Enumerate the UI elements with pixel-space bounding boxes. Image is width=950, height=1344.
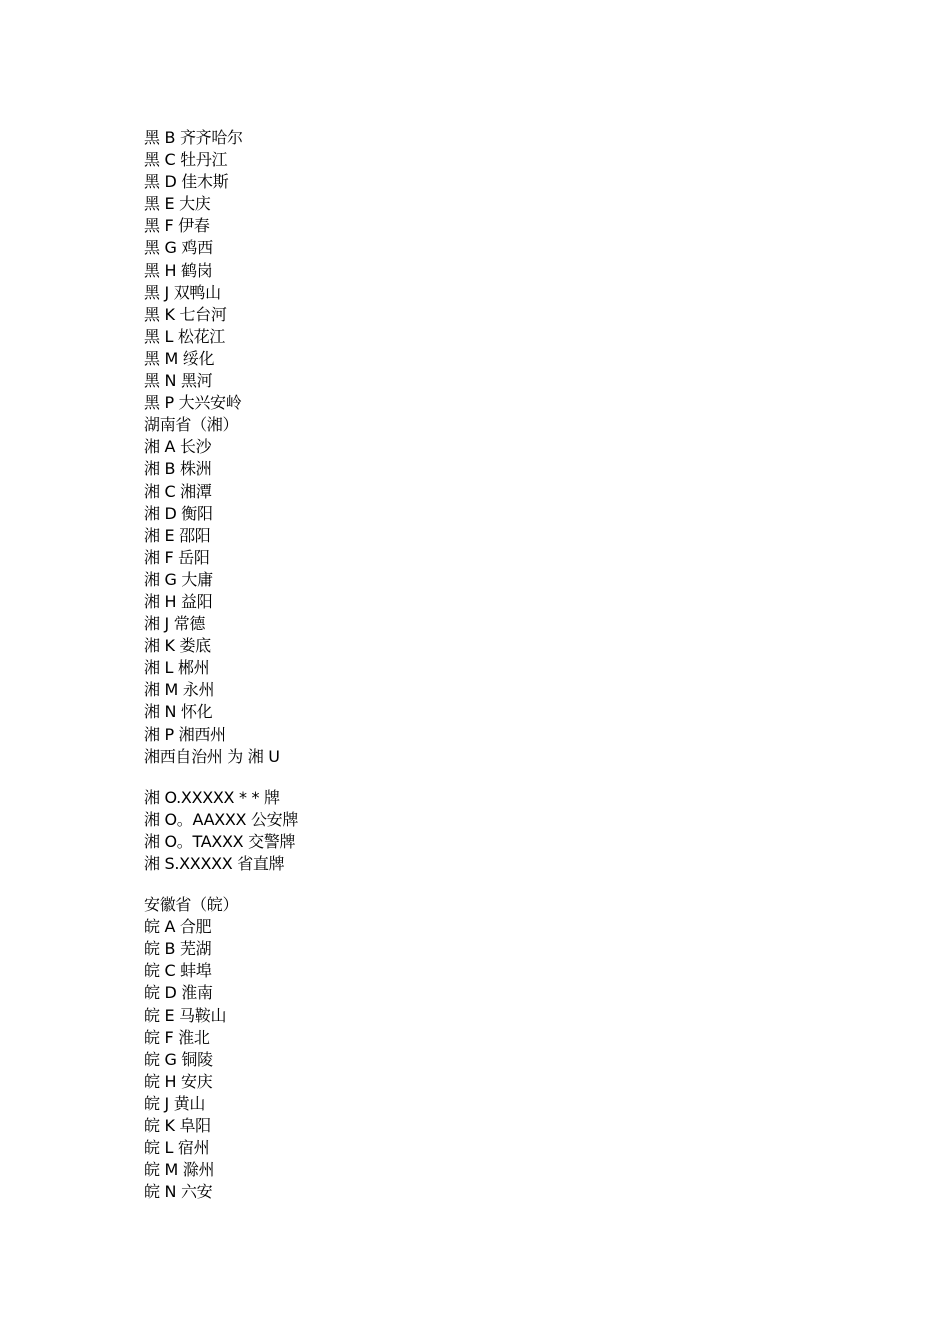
plate-line: 湘 N 怀化 bbox=[144, 702, 213, 722]
plate-line: 皖 E 马鞍山 bbox=[144, 1005, 227, 1025]
plate-line: 湘 D 衡阳 bbox=[144, 503, 213, 523]
plate-line: 皖 G 铜陵 bbox=[144, 1049, 213, 1069]
plate-line: 黑 L 松花江 bbox=[144, 326, 225, 346]
plate-line: 湘 E 邵阳 bbox=[144, 525, 211, 545]
plate-line: 皖 H 安庆 bbox=[144, 1071, 213, 1091]
special-plate-line: 湘 O。AAXXX 公安牌 bbox=[144, 809, 299, 829]
plate-line: 皖 K 阜阳 bbox=[144, 1116, 211, 1136]
plate-line: 皖 N 六安 bbox=[144, 1182, 213, 1202]
plate-line: 湘 C 湘潭 bbox=[144, 481, 212, 501]
plate-line: 皖 F 淮北 bbox=[144, 1027, 210, 1047]
plate-line: 黑 E 大庆 bbox=[144, 194, 211, 214]
province-heading: 安徽省（皖） bbox=[144, 895, 239, 915]
plate-note: 湘西自治州 为 湘 U bbox=[144, 746, 280, 766]
plate-line: 湘 L 郴州 bbox=[144, 658, 210, 678]
heilongjiang-plate-list bbox=[144, 127, 844, 414]
plate-line: 皖 L 宿州 bbox=[144, 1138, 210, 1158]
plate-line: 湘 M 永州 bbox=[144, 680, 215, 700]
hunan-special-plates bbox=[144, 787, 844, 875]
plate-line: 皖 J 黄山 bbox=[144, 1093, 206, 1113]
special-plate-line: 湘 O.XXXXX * * 牌 bbox=[144, 787, 280, 807]
document-page bbox=[144, 127, 844, 1203]
plate-line: 黑 H 鹤岗 bbox=[144, 260, 213, 280]
plate-line: 黑 B 齐齐哈尔 bbox=[144, 128, 243, 147]
plate-line: 黑 P 大兴安岭 bbox=[144, 393, 242, 413]
special-plate-line: 湘 S.XXXXX 省直牌 bbox=[144, 854, 285, 873]
plate-line: 湘 A 长沙 bbox=[144, 437, 212, 457]
plate-line: 黑 N 黑河 bbox=[144, 371, 213, 391]
plate-line: 皖 A 合肥 bbox=[144, 917, 212, 937]
plate-line: 湘 J 常德 bbox=[144, 614, 206, 634]
hunan-section bbox=[144, 414, 844, 768]
plate-line: 湘 P 湘西州 bbox=[144, 724, 226, 744]
plate-line: 皖 B 芜湖 bbox=[144, 939, 212, 959]
plate-line: 皖 M 滁州 bbox=[144, 1160, 215, 1180]
plate-line: 皖 D 淮南 bbox=[144, 983, 213, 1003]
province-heading: 湖南省（湘） bbox=[144, 415, 239, 435]
plate-line: 黑 K 七台河 bbox=[144, 304, 227, 324]
plate-line: 湘 H 益阳 bbox=[144, 591, 213, 611]
plate-line: 黑 G 鸡西 bbox=[144, 238, 213, 258]
plate-line: 黑 D 佳木斯 bbox=[144, 172, 229, 192]
plate-line: 湘 F 岳阳 bbox=[144, 547, 210, 567]
plate-line: 湘 G 大庸 bbox=[144, 569, 213, 589]
plate-line: 黑 C 牡丹江 bbox=[144, 150, 228, 170]
blank-line bbox=[144, 768, 844, 787]
plate-line: 皖 C 蚌埠 bbox=[144, 961, 212, 981]
blank-line bbox=[144, 875, 844, 894]
special-plate-line: 湘 O。TAXXX 交警牌 bbox=[144, 831, 296, 851]
plate-line: 湘 B 株洲 bbox=[144, 459, 212, 479]
plate-line: 黑 M 绥化 bbox=[144, 348, 215, 368]
plate-line: 黑 F 伊春 bbox=[144, 216, 210, 236]
plate-line: 湘 K 娄底 bbox=[144, 636, 211, 656]
anhui-section bbox=[144, 894, 844, 1203]
plate-line: 黑 J 双鸭山 bbox=[144, 282, 221, 302]
